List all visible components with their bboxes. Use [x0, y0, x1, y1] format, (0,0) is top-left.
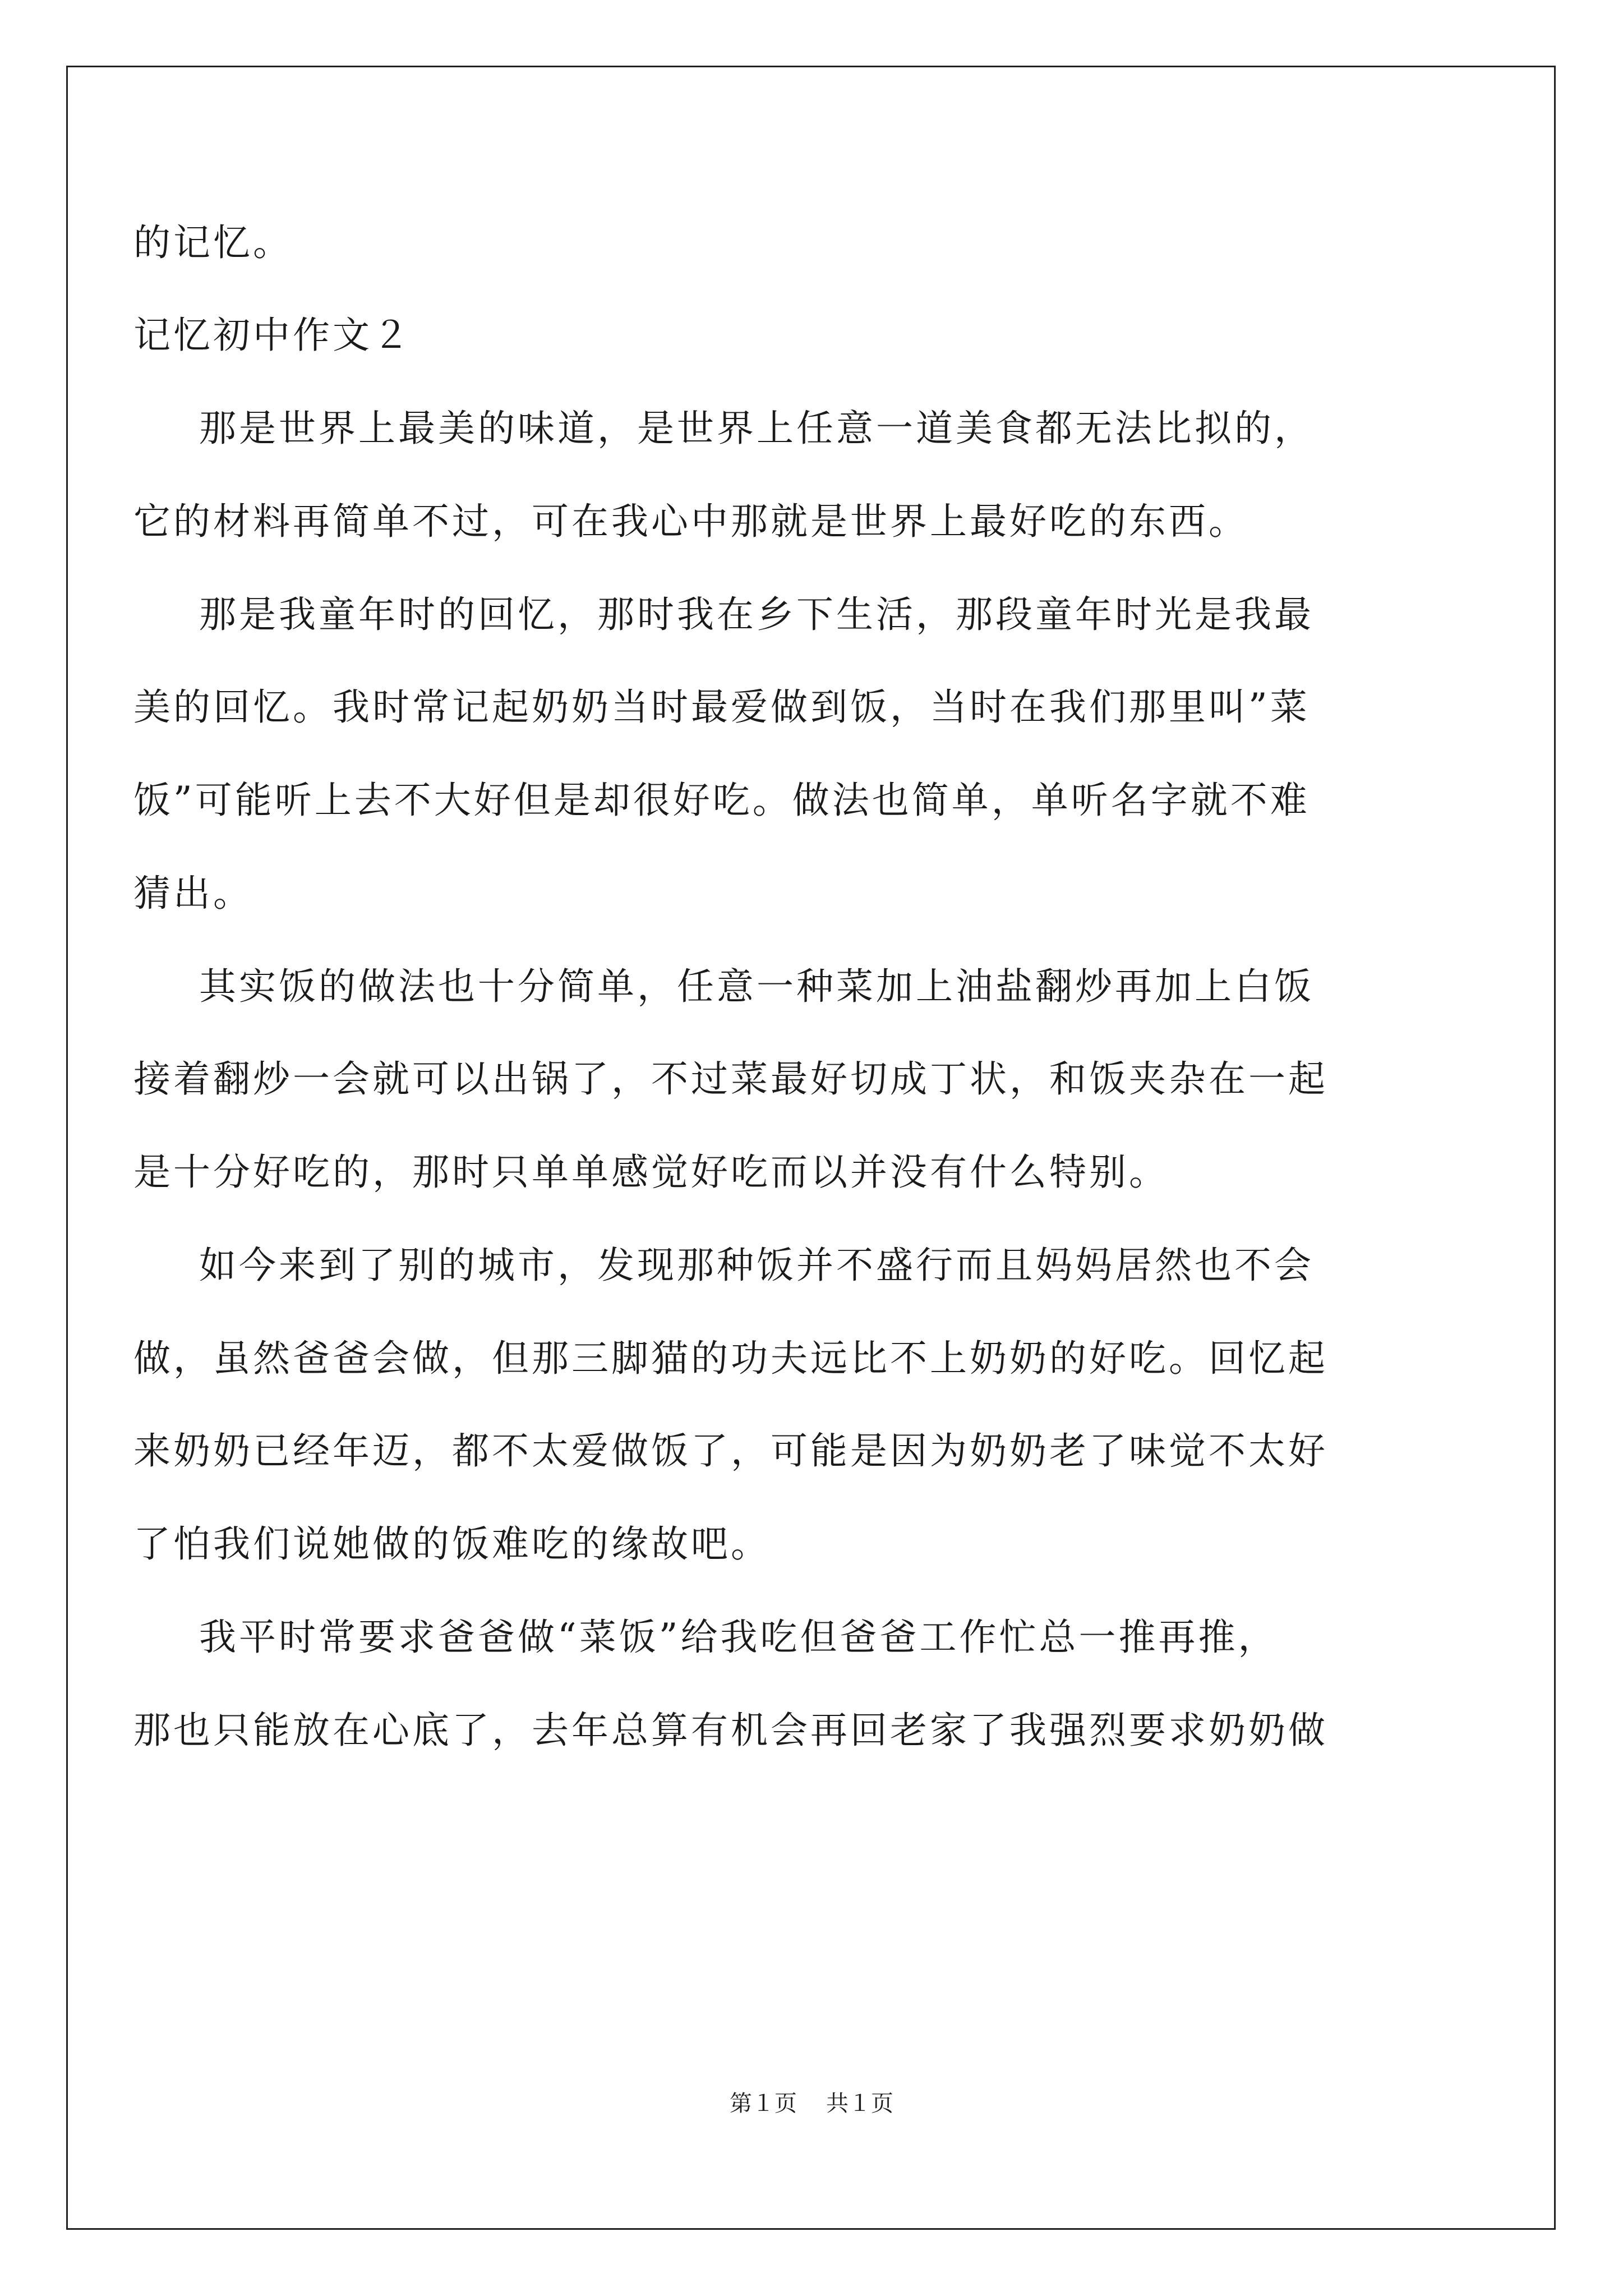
- page-number-current: 第１页: [730, 2091, 797, 2116]
- paragraph-5-line-2: 那也只能放在心底了，去年总算有机会再回老家了我强烈要求奶奶做: [133, 1709, 1328, 1752]
- paragraph-2-line-1: 那是我童年时的回忆，那时我在乡下生活，那段童年时光是我最: [199, 593, 1314, 636]
- paragraph-1-line-2: 它的材料再简单不过，可在我心中那就是世界上最好吃的东西。: [133, 500, 1248, 543]
- paragraph-4-line-3: 来奶奶已经年迈，都不太爱做饭了，可能是因为奶奶老了味觉不太好: [133, 1429, 1328, 1473]
- paragraph-3-line-1: 其实饭的做法也十分简单，任意一种菜加上油盐翻炒再加上白饭: [199, 965, 1314, 1008]
- paragraph-4-line-1: 如今来到了别的城市，发现那种饭并不盛行而且妈妈居然也不会: [199, 1244, 1314, 1287]
- paragraph-2-line-2: 美的回忆。我时常记起奶奶当时最爱做到饭，当时在我们那里叫”菜: [133, 685, 1310, 729]
- page-number-total: 共１页: [826, 2091, 893, 2116]
- essay-title: 记忆初中作文２: [133, 314, 412, 357]
- paragraph-3-line-3: 是十分好吃的，那时只单单感觉好吃而以并没有什么特别。: [133, 1151, 1169, 1194]
- paragraph-4-line-2: 做，虽然爸爸会做，但那三脚猫的功夫远比不上奶奶的好吃。回忆起: [133, 1337, 1328, 1380]
- paragraph-4-line-4: 了怕我们说她做的饭难吃的缘故吧。: [133, 1522, 771, 1566]
- page-footer: [0, 2087, 1623, 2120]
- paragraph-5-line-1: 我平时常要求爸爸做“菜饭”给我吃但爸爸工作忙总一推再推，: [199, 1616, 1278, 1659]
- paragraph-2-line-4: 猜出。: [133, 872, 253, 915]
- paragraph-2-line-3: 饭”可能听上去不大好但是却很好吃。做法也简单，单听名字就不难: [133, 779, 1310, 822]
- paragraph-3-line-2: 接着翻炒一会就可以出锅了，不过菜最好切成丁状，和饭夹杂在一起: [133, 1057, 1328, 1101]
- paragraph-1-line-1: 那是世界上最美的味道，是世界上任意一道美食都无法比拟的，: [199, 407, 1314, 450]
- text-line-1: 的记忆。: [133, 221, 293, 264]
